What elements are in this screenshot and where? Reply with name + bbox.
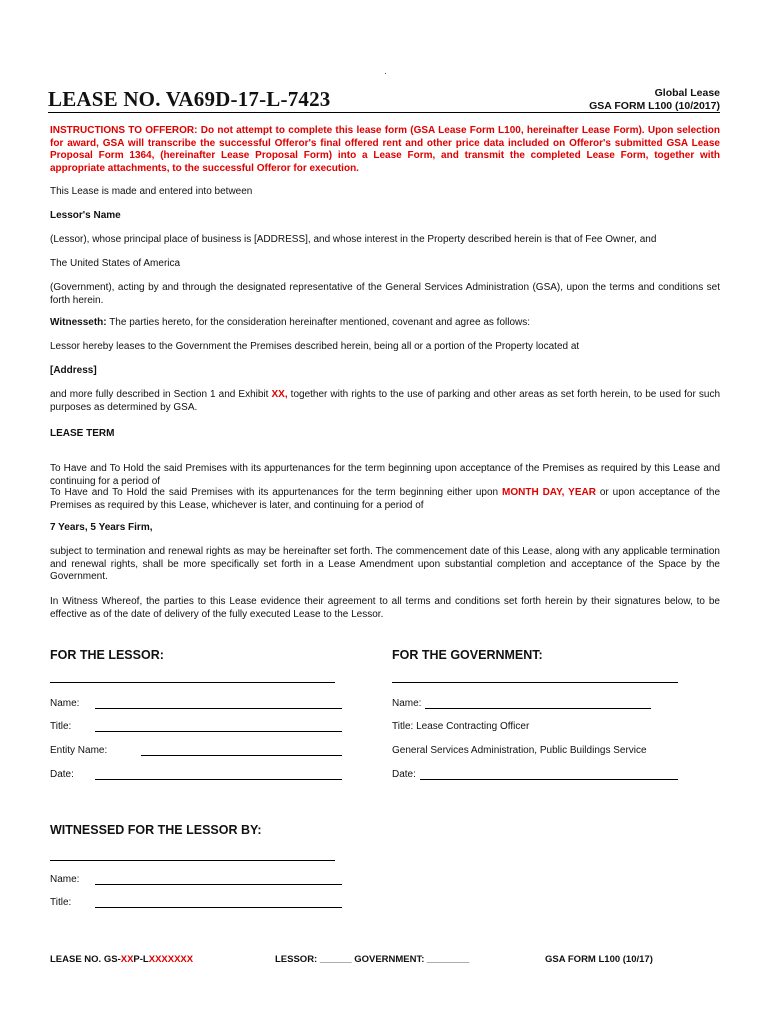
lessor-signature-line[interactable]	[50, 682, 335, 683]
entity-name-label: Entity Name:	[50, 745, 108, 756]
exhibit-paragraph	[50, 389, 720, 414]
witness-name-label: Name:	[50, 874, 80, 885]
government-signature-line[interactable]	[392, 682, 678, 683]
government-title: Title: Lease Contracting Officer	[392, 721, 530, 732]
witnesseth-text: The parties hereto, for the consideration hereinafter mentioned, covenant and agree as follows:	[109, 317, 531, 328]
government-date-label: Date:	[392, 769, 416, 780]
exhibit-text-b: together with rights to the use of parking and other areas as set forth herein, to be used for such purposes as determined by GSA.	[50, 389, 721, 413]
subject-to-paragraph: subject to termination and renewal rights as may be hereinafter set forth. The commencement date of this Lease, along with any applicable termination and renewal rights, shall be more specifically set forth in a Lease Amendment upon substantial completion and acceptance of the Space by the Government.	[50, 546, 720, 582]
government-paragraph: (Government), acting by and through the designated representative of the General Services Administration (GSA), upon the terms and conditions set forth herein.	[50, 282, 720, 306]
lessor-address-paragraph: (Lessor), whose principal place of business is [ADDRESS], and whose interest in the Property described herein is that of Fee Owner, and	[50, 234, 657, 245]
lessor-date-field[interactable]	[95, 779, 342, 780]
lessor-name-label: Name:	[50, 698, 80, 709]
witness-title-field[interactable]	[95, 907, 342, 908]
lessor-date-label: Date:	[50, 769, 74, 780]
lessor-name-field[interactable]	[95, 708, 342, 709]
witnessed-heading: WITNESSED FOR THE LESSOR BY:	[50, 823, 262, 837]
footer-lease-xx: XX	[120, 954, 134, 965]
term-text-a: To Have and To Hold the said Premises with its appurtenances for the term beginning either upon	[50, 487, 502, 498]
in-witness-paragraph: In Witness Whereof, the parties to this Lease evidence their agreement to all terms and conditions set forth herein by their signatures below, to be effective as of the date of delivery of the fully executed Lease to the Lessor.	[50, 596, 720, 620]
united-states-line: The United States of America	[50, 258, 181, 269]
intro-paragraph: This Lease is made and entered into between	[50, 186, 253, 197]
month-day-year: MONTH DAY, YEAR	[502, 487, 596, 498]
lessor-title-field[interactable]	[95, 731, 342, 732]
footer-lease-x: XXXXXXX	[148, 954, 194, 965]
lessor-title-label: Title:	[50, 721, 72, 732]
government-date-field[interactable]	[420, 779, 678, 780]
lease-number-title: LEASE NO. VA69D-17-L-7423	[48, 87, 331, 111]
witness-signature-line[interactable]	[50, 860, 335, 861]
government-entity: General Services Administration, Public Buildings Service	[392, 745, 647, 756]
lessor-name-heading: Lessor's Name	[50, 210, 121, 221]
lease-term-heading: LEASE TERM	[50, 428, 115, 439]
instructions-lead: INSTRUCTIONS TO OFFEROR:	[50, 125, 198, 136]
footer-form: GSA FORM L100 (10/17)	[545, 954, 653, 965]
form-line-gsa-form: GSA FORM L100 (10/2017)	[589, 100, 720, 112]
form-line-global-lease: Global Lease	[654, 87, 720, 99]
for-lessor-heading: FOR THE LESSOR:	[50, 648, 164, 662]
exhibit-xx: XX,	[271, 389, 288, 400]
footer-lease-b: P-L	[133, 954, 149, 965]
witnesseth-paragraph	[50, 317, 720, 330]
exhibit-text-a: and more fully described in Section 1 and Exhibit	[50, 389, 272, 400]
instructions-text: Do not attempt to complete this lease form (GSA Lease Form L100, hereinafter Lease Form). Upon selection for award, GSA will transcribe the successful Offeror's final offered rent and other price data included on Offeror's submitted GSA Lease Proposal Form 1364, (hereinafter Lease Proposal Form) into a Lease Form, and transmit the completed Lease Form, together with appropriate attachments, to the successful Offeror for execution.	[50, 125, 721, 174]
term-paragraph-2	[50, 487, 720, 512]
witness-title-label: Title:	[50, 897, 72, 908]
header-rule	[48, 112, 720, 113]
premises-paragraph: Lessor hereby leases to the Government the Premises described herein, being all or a portion of the Property located at	[50, 341, 580, 352]
witness-name-field[interactable]	[95, 884, 342, 885]
for-government-heading: FOR THE GOVERNMENT:	[392, 648, 543, 662]
term-text-b: or upon acceptance of the Premises as required by this Lease, whichever is later, and continuing for a period of	[50, 487, 721, 511]
form-identifier	[589, 87, 720, 113]
government-name-field[interactable]	[425, 708, 651, 709]
entity-name-field[interactable]	[141, 755, 342, 756]
instructions-paragraph	[50, 125, 720, 175]
footer-initials: LESSOR: ______ GOVERNMENT: ________	[275, 954, 470, 965]
stray-dot: .	[384, 66, 387, 77]
footer-lease-number	[50, 954, 193, 965]
footer-lease-a: LEASE NO. GS-	[50, 954, 121, 965]
term-length: 7 Years, 5 Years Firm,	[50, 522, 153, 533]
term-paragraph-1: To Have and To Hold the said Premises with its appurtenances for the term beginning upon acceptance of the Premises as required by this Lease and continuing for a period of	[50, 463, 720, 487]
government-name-label: Name:	[392, 698, 422, 709]
witnesseth-lead: Witnesseth:	[50, 317, 107, 328]
address-placeholder: [Address]	[50, 365, 97, 376]
